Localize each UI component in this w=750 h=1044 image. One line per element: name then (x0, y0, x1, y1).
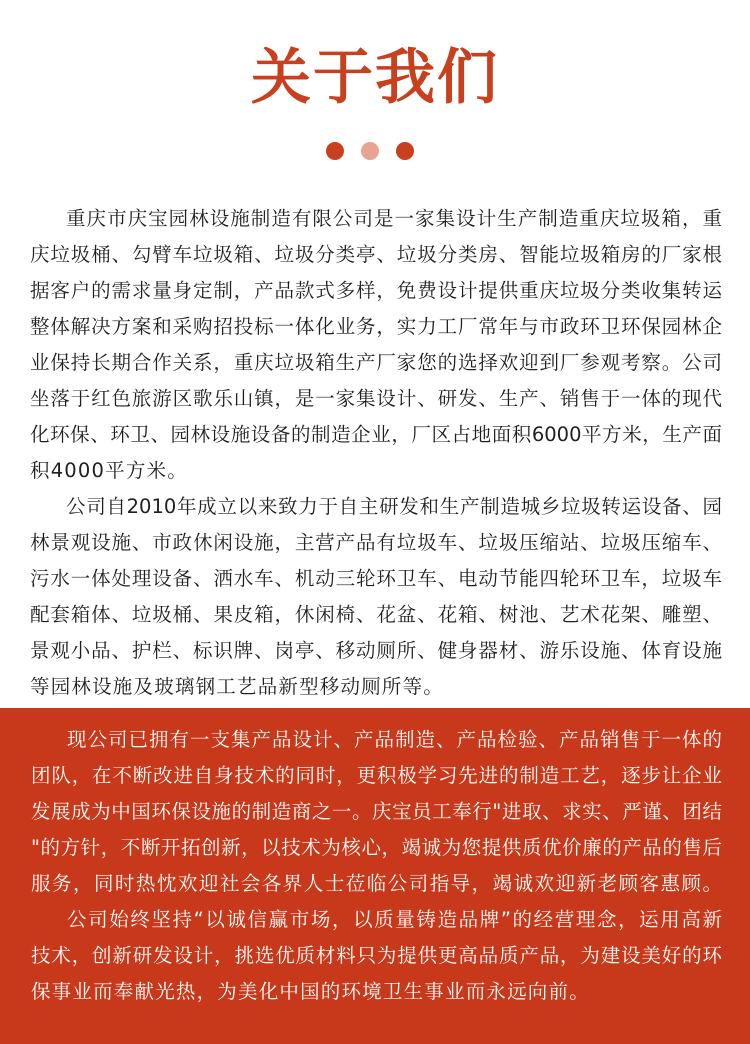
text-line: 服务，同时热忱欢迎社会各界人士莅临公司指导，竭诚欢迎新老顾客惠顾。 (31, 872, 722, 895)
text-line: 保事业而奉献光热，为美化中国的环境卫生事业而永远向前。 (31, 980, 590, 1003)
intro-paragraph-products (30, 489, 722, 705)
dot-middle (361, 142, 379, 160)
text-line: 林景观设施、市政休闲设施，主营产品有垃圾车、垃圾压缩站、垃圾压缩车、 (30, 531, 722, 554)
text-line: 整体解决方案和采购招投标一体化业务，实力工厂常年与市政环卫环保园林企 (30, 315, 722, 338)
band-text (31, 722, 722, 1010)
text-line: 污水一体处理设备、洒水车、机动三轮环卫车、电动节能四轮环卫车，垃圾车 (30, 567, 722, 590)
text-line: 等园林设施及玻璃钢工艺品新型移动厕所等。 (30, 675, 445, 698)
text-line: 配套箱体、垃圾桶、果皮箱，休闲椅、花盆、花箱、树池、艺术花架、雕塑、 (30, 603, 722, 626)
text-line: 公司自2010年成立以来致力于自主研发和生产制造城乡垃圾转运设备、园 (66, 495, 722, 518)
intro-section (30, 201, 722, 705)
text-line: 重庆市庆宝园林设施制造有限公司是一家集设计生产制造重庆垃圾箱，重 (66, 207, 722, 230)
text-line: 庆垃圾桶、勾臂车垃圾箱、垃圾分类亭、垃圾分类房、智能垃圾箱房的厂家根 (30, 243, 722, 266)
text-line: 公司始终坚持“以诚信赢市场，以质量铸造品牌”的经营理念，运用高新 (67, 908, 722, 931)
page-title: 关于我们 (251, 43, 499, 113)
text-line: 化环保、环卫、园林设施设备的制造企业，厂区占地面积6000平方米，生产面 (30, 423, 722, 446)
band-paragraph-philosophy (31, 902, 722, 1010)
dot-right (396, 142, 414, 160)
text-line: 团队，在不断改进自身技术的同时，更积极学习先进的制造工艺，逐步让企业 (31, 764, 722, 787)
text-line: 技术，创新研发设计，挑选优质材料只为提供更高品质产品，为建设美好的环 (31, 944, 722, 967)
text-line: 业保持长期合作关系，重庆垃圾箱生产厂家您的选择欢迎到厂参观考察。公司 (30, 351, 722, 374)
title-divider-dots (0, 142, 750, 160)
text-line: "的方针，不断开拓创新，以技术为核心，竭诚为您提供质优价廉的产品的售后 (31, 836, 722, 859)
highlight-band (0, 708, 750, 1044)
intro-paragraph-company (30, 201, 722, 489)
text-line: 据客户的需求量身定制，产品款式多样，免费设计提供重庆垃圾分类收集转运 (30, 279, 722, 302)
text-line: 积4000平方米。 (30, 459, 188, 482)
text-line: 发展成为中国环保设施的制造商之一。庆宝员工奉行"进取、求实、严谨、团结 (31, 800, 722, 823)
band-paragraph-team (31, 722, 722, 902)
dot-left (326, 142, 344, 160)
text-line: 坐落于红色旅游区歌乐山镇，是一家集设计、研发、生产、销售于一体的现代 (30, 387, 722, 410)
text-line: 景观小品、护栏、标识牌、岗亭、移动厕所、健身器材、游乐设施、体育设施 (30, 639, 722, 662)
text-line: 现公司已拥有一支集产品设计、产品制造、产品检验、产品销售于一体的 (67, 728, 722, 751)
